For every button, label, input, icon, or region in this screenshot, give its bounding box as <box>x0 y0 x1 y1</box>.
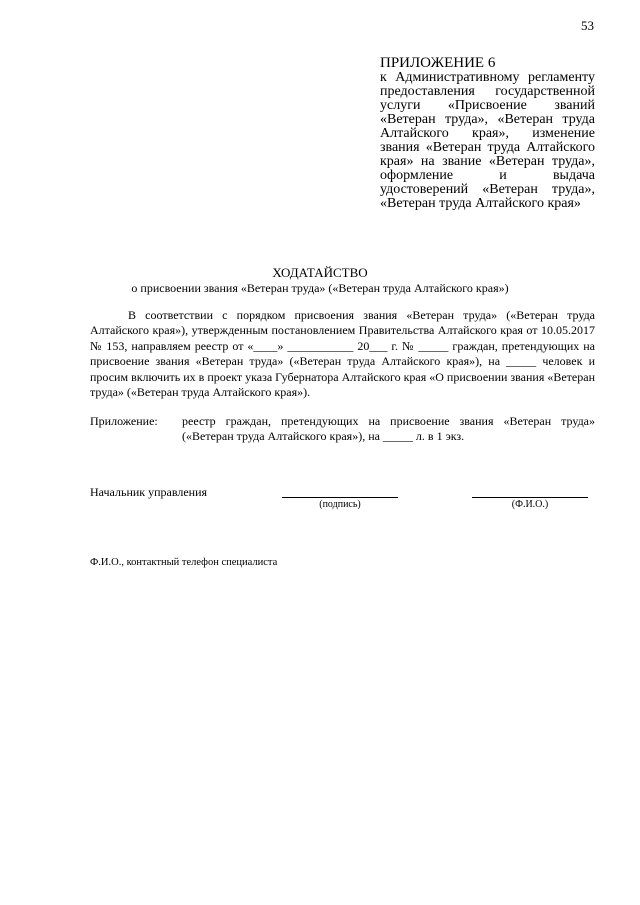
appendix-block <box>380 55 595 211</box>
attachment-text: реестр граждан, претендующих на присвоение звания «Ветеран труда» («Ветеран труда Алтайского края»), на _____ л. в 1 экз. <box>182 414 595 443</box>
attachment-label: Приложение: <box>90 414 158 428</box>
signatory-position: Начальник управления <box>90 485 208 499</box>
name-line <box>472 497 588 498</box>
specialist-contact-note: Ф.И.О., контактный телефон специалиста <box>90 557 278 568</box>
name-caption: (Ф.И.О.) <box>511 499 549 510</box>
appendix-text: к Административному регламенту предоставления государственной услуги «Присвоение званий «Ветеран труда», «Ветеран труда Алтайского края», изменение звания «Ветеран труда Алтайского края» на звание «Ветеран труда», оформление и выдача удостоверений «Ветеран труда», «Ветеран труда Алтайского края» <box>380 70 595 211</box>
page-number: 53 <box>581 18 594 33</box>
signature-line <box>282 497 398 498</box>
document-subtitle: о присвоении звания «Ветеран труда» («Ветеран труда Алтайского края») <box>131 281 509 295</box>
appendix-title: ПРИЛОЖЕНИЕ 6 <box>380 55 496 71</box>
signature-caption: (подпись) <box>319 499 361 510</box>
body-paragraph: В соответствии с порядком присвоения звания «Ветеран труда» («Ветеран труда Алтайского края»), утвержденным постановлением Правительства Алтайского края от 10.05.2017 № 153, направляем реестр от «____» ___________ 20___ г. № _____ граждан, претендующих на присвоение звания «Ветеран труда» («Ветеран труда Алтайского края»), на _____ человек и просим включить их в проект указа Губернатора Алтайского края «О присвоении звания «Ветеран труда» («Ветеран труда Алтайского края»). <box>90 308 595 400</box>
document-title: ХОДАТАЙСТВО <box>272 265 368 280</box>
